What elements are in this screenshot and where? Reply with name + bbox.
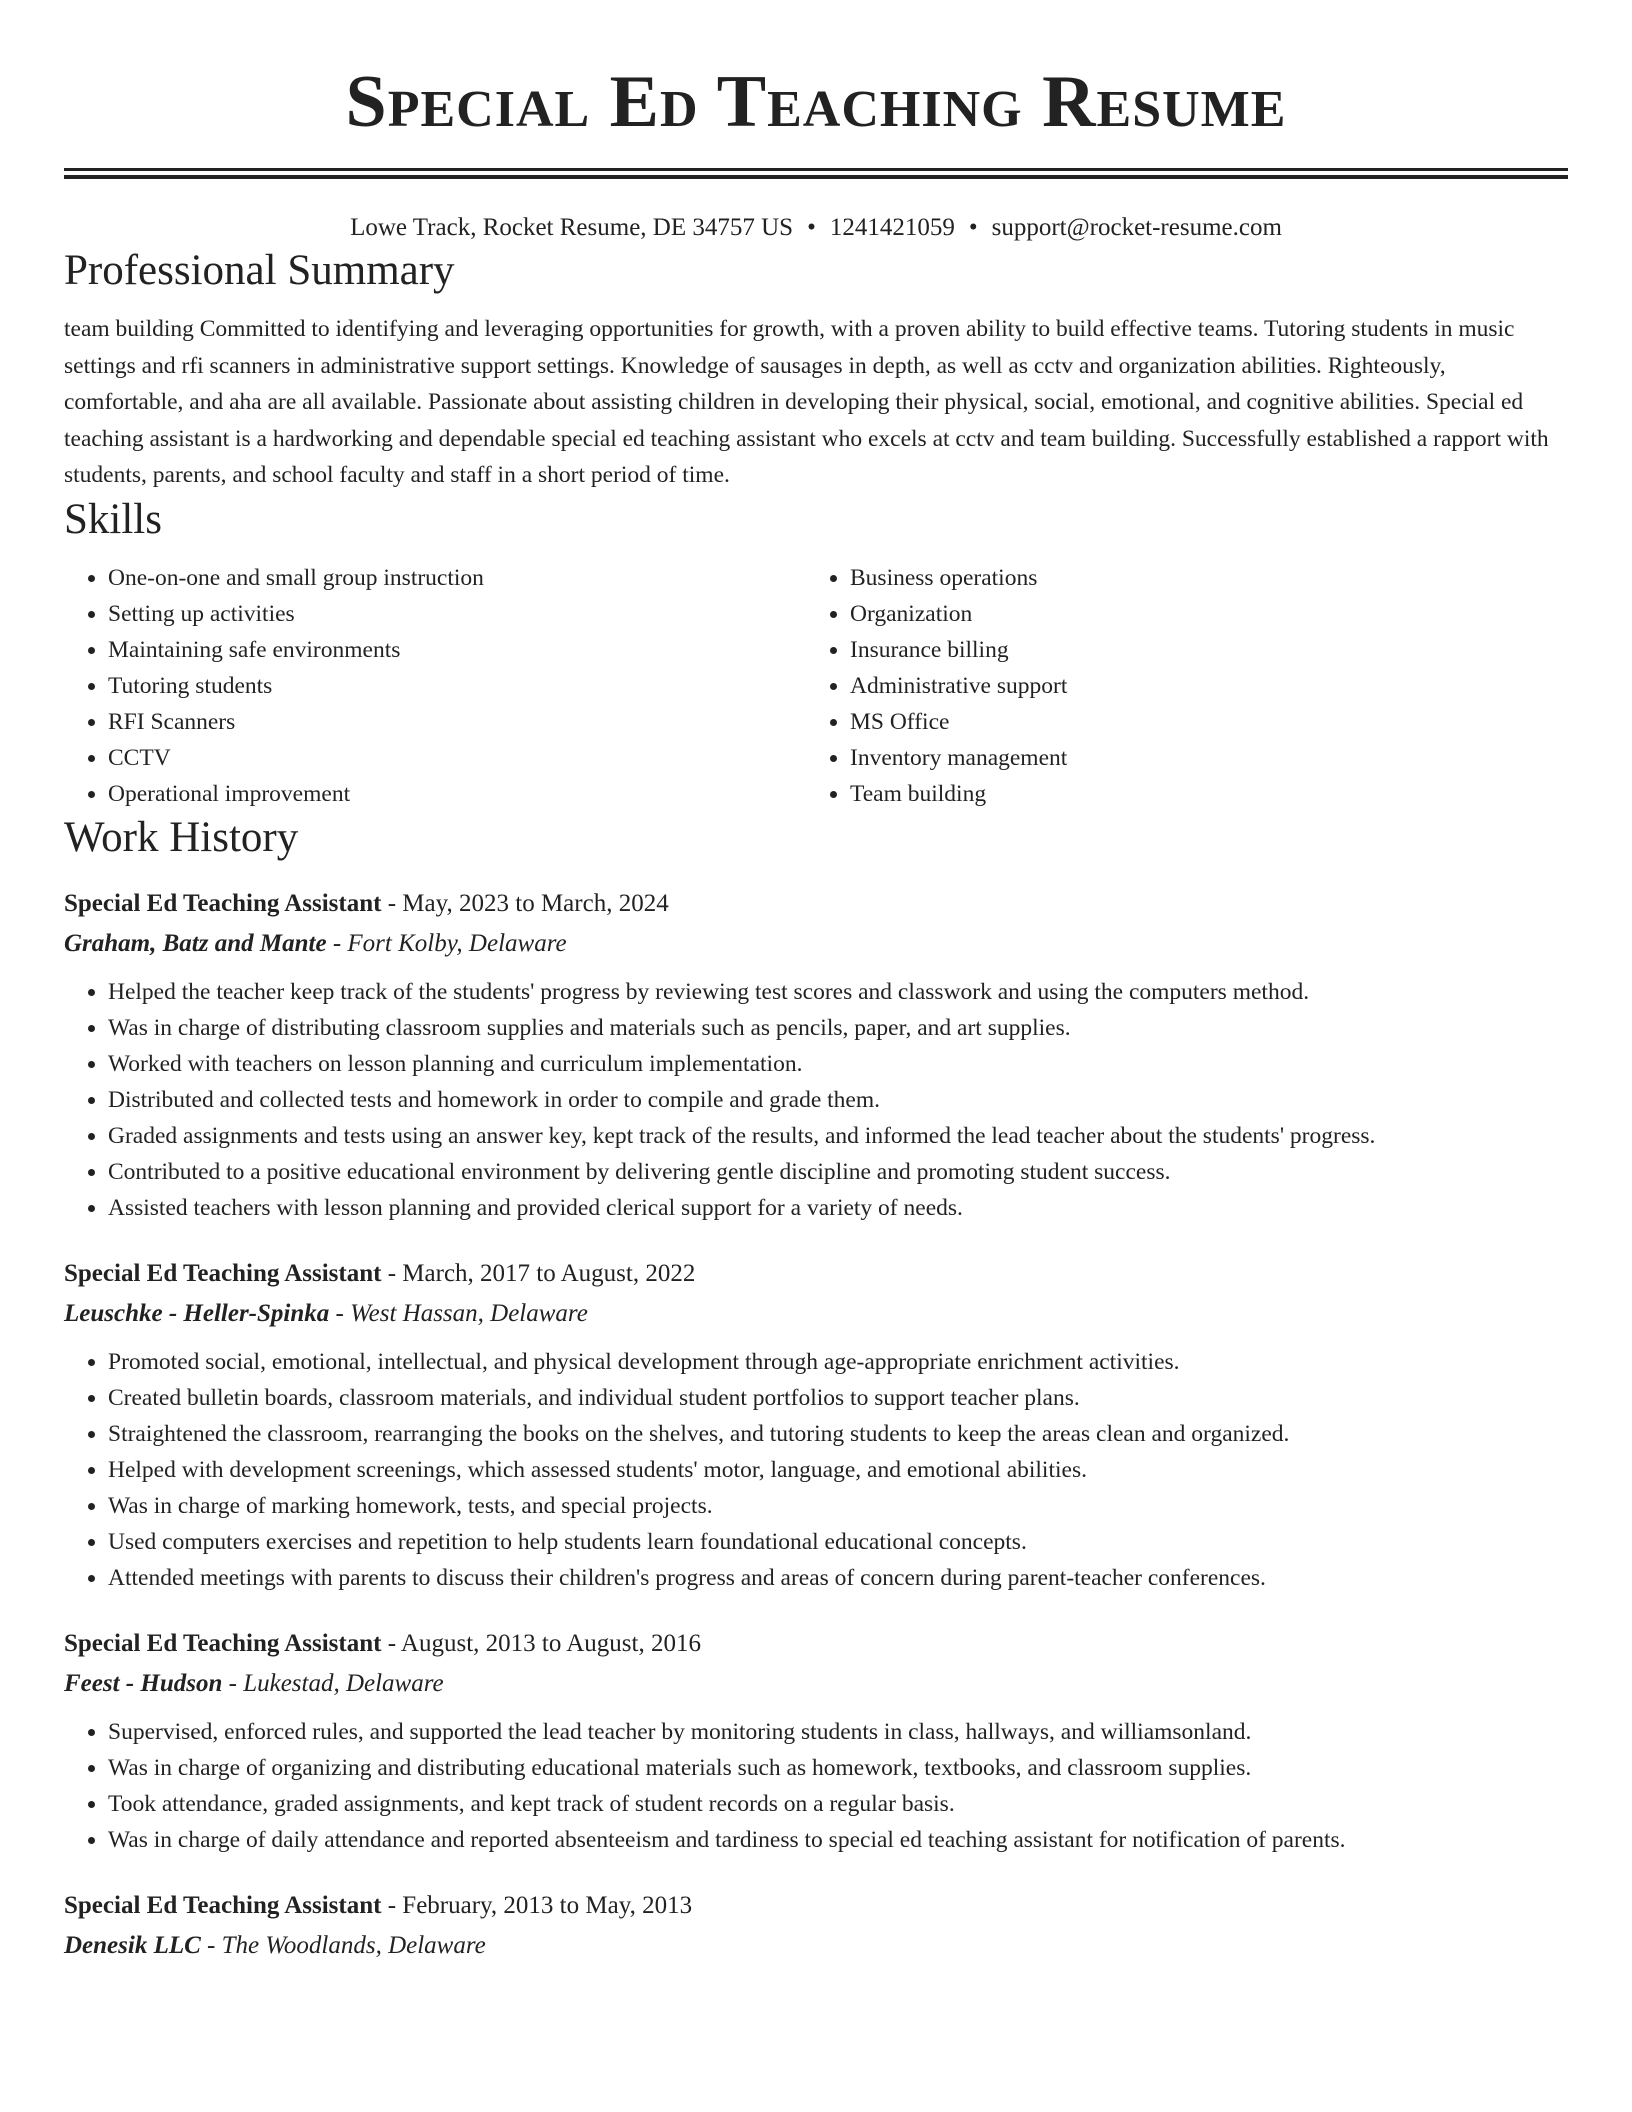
job-location: Fort Kolby, Delaware xyxy=(347,929,567,957)
skill-item: • Team building xyxy=(850,776,1548,812)
job-bullet: • Took attendance, graded assignments, and kept track of student records on a regular basis. xyxy=(108,1786,1568,1822)
skills-heading: Skills xyxy=(64,495,162,543)
skill-item: • Administrative support xyxy=(850,668,1548,704)
contact-separator: • xyxy=(968,214,978,241)
contact-phone: 1241421059 xyxy=(829,214,955,241)
title-divider xyxy=(64,168,1568,179)
job-bullet: • Was in charge of marking homework, tests, and special projects. xyxy=(108,1488,1568,1524)
job-dates: March, 2017 to August, 2022 xyxy=(402,1259,696,1287)
job-bullet: • Promoted social, emotional, intellectual, and physical development through age-appropriate enrichment activities. xyxy=(108,1344,1568,1380)
job-role: Special Ed Teaching Assistant xyxy=(64,1629,382,1657)
job-role: Special Ed Teaching Assistant xyxy=(64,1259,382,1287)
job-title-line: Special Ed Teaching Assistant - May, 2023 to March, 2024 xyxy=(64,889,669,917)
job-bullet: • Used computers exercises and repetition to help students learn foundational educational concepts. xyxy=(108,1524,1568,1560)
job-bullet: • Was in charge of organizing and distributing educational materials such as homework, textbooks, and classroom supplies. xyxy=(108,1750,1568,1786)
job-entry xyxy=(64,1254,1568,1596)
job-bullet: • Straightened the classroom, rearranging the books on the shelves, and tutoring students to keep the areas clean and organized. xyxy=(108,1416,1568,1452)
job-bullet: • Graded assignments and tests using an answer key, kept track of the results, and informed the lead teacher about the students' progress. xyxy=(108,1118,1568,1154)
skill-item: • Inventory management xyxy=(850,740,1548,776)
contact-line xyxy=(64,211,1568,245)
job-dates: August, 2013 to August, 2016 xyxy=(400,1629,701,1657)
job-bullet: • Was in charge of distributing classroom supplies and materials such as pencils, paper, and art supplies. xyxy=(108,1010,1568,1046)
job-bullet: • Attended meetings with parents to discuss their children's progress and areas of concern during parent-teacher conferences. xyxy=(108,1560,1568,1596)
job-role: Special Ed Teaching Assistant xyxy=(64,889,382,917)
job-dates: February, 2013 to May, 2013 xyxy=(402,1891,693,1919)
job-company: Graham, Batz and Mante xyxy=(64,929,327,957)
job-dates: May, 2023 to March, 2024 xyxy=(402,889,669,917)
resume-title: Special Ed Teaching Resume xyxy=(345,61,1287,143)
job-company: Denesik LLC xyxy=(64,1931,201,1959)
job-bullet: • Supervised, enforced rules, and supported the lead teacher by monitoring students in class, hallways, and williamsonland. xyxy=(108,1714,1568,1750)
skills-list xyxy=(64,560,1568,812)
skill-item: • Setting up activities xyxy=(108,596,806,632)
skill-item: • One-on-one and small group instruction xyxy=(108,560,806,596)
job-company-line: Leuschke - Heller-Spinka - West Hassan, Delaware xyxy=(64,1299,588,1327)
job-title-line: Special Ed Teaching Assistant - March, 2017 to August, 2022 xyxy=(64,1259,696,1287)
job-company-line: Graham, Batz and Mante - Fort Kolby, Delaware xyxy=(64,929,567,957)
job-location: The Woodlands, Delaware xyxy=(221,1931,486,1959)
summary-text: team building Committed to identifying and leveraging opportunities for growth, with a proven ability to build effective teams. Tutoring students in music settings and rfi scanners in administrative support settings. Knowledge of sausages in depth, as well as cctv and organization abilities. Righteously, comfortable, and aha are all available. Passionate about assisting children in developing their physical, social, emotional, and cognitive abilities. Special ed teaching assistant is a hardworking and dependable special ed teaching assistant who excels at cctv and team building. Successfully established a rapport with students, parents, and school faculty and staff in a short period of time. xyxy=(64,316,1549,488)
job-bullet: • Helped with development screenings, which assessed students' motor, language, and emotional abilities. xyxy=(108,1452,1568,1488)
job-bullet: • Was in charge of daily attendance and reported absenteeism and tardiness to special ed teaching assistant for notification of parents. xyxy=(108,1822,1568,1858)
job-bullet: • Worked with teachers on lesson planning and curriculum implementation. xyxy=(108,1046,1568,1082)
job-title-line: Special Ed Teaching Assistant - February, 2013 to May, 2013 xyxy=(64,1891,693,1919)
contact-separator: • xyxy=(807,214,816,241)
skill-item: • Organization xyxy=(850,596,1548,632)
job-location: Lukestad, Delaware xyxy=(243,1669,444,1697)
skill-item: • RFI Scanners xyxy=(108,704,806,740)
job-role: Special Ed Teaching Assistant xyxy=(64,1891,382,1919)
work-history-heading: Work History xyxy=(64,813,299,861)
job-bullet: • Helped the teacher keep track of the students' progress by reviewing test scores and classwork and using the computers method. xyxy=(108,974,1568,1010)
skill-item: • Operational improvement xyxy=(108,776,806,812)
skill-item: • CCTV xyxy=(108,740,806,776)
skill-item: • Tutoring students xyxy=(108,668,806,704)
job-company: Leuschke - Heller-Spinka xyxy=(64,1299,330,1327)
job-bullet: • Created bulletin boards, classroom materials, and individual student portfolios to support teacher plans. xyxy=(108,1380,1568,1416)
job-bullet: • Contributed to a positive educational environment by delivering gentle discipline and promoting student success. xyxy=(108,1154,1568,1190)
job-bullet: • Assisted teachers with lesson planning and provided clerical support for a variety of needs. xyxy=(108,1190,1568,1226)
job-bullet: • Distributed and collected tests and homework in order to compile and grade them. xyxy=(108,1082,1568,1118)
job-bullets xyxy=(64,974,1568,1226)
job-company-line: Denesik LLC - The Woodlands, Delaware xyxy=(64,1931,486,1959)
job-company: Feest - Hudson xyxy=(64,1669,223,1697)
summary-heading: Professional Summary xyxy=(64,247,455,294)
skill-item: • MS Office xyxy=(850,704,1548,740)
skills-column-right xyxy=(806,560,1548,812)
skill-item: • Insurance billing xyxy=(850,632,1548,668)
job-entry xyxy=(64,884,1568,1226)
job-entry xyxy=(64,1886,1568,1966)
job-location: West Hassan, Delaware xyxy=(350,1299,588,1327)
contact-email: support@rocket-resume.com xyxy=(991,214,1282,241)
job-entry xyxy=(64,1624,1568,1858)
job-bullets xyxy=(64,1714,1568,1858)
job-title-line: Special Ed Teaching Assistant - August, 2013 to August, 2016 xyxy=(64,1629,701,1657)
skill-item: • Maintaining safe environments xyxy=(108,632,806,668)
job-company-line: Feest - Hudson - Lukestad, Delaware xyxy=(64,1669,444,1697)
contact-address: Lowe Track, Rocket Resume, DE 34757 US xyxy=(350,214,794,241)
skill-item: • Business operations xyxy=(850,560,1548,596)
skills-column-left xyxy=(64,560,806,812)
job-bullets xyxy=(64,1344,1568,1596)
